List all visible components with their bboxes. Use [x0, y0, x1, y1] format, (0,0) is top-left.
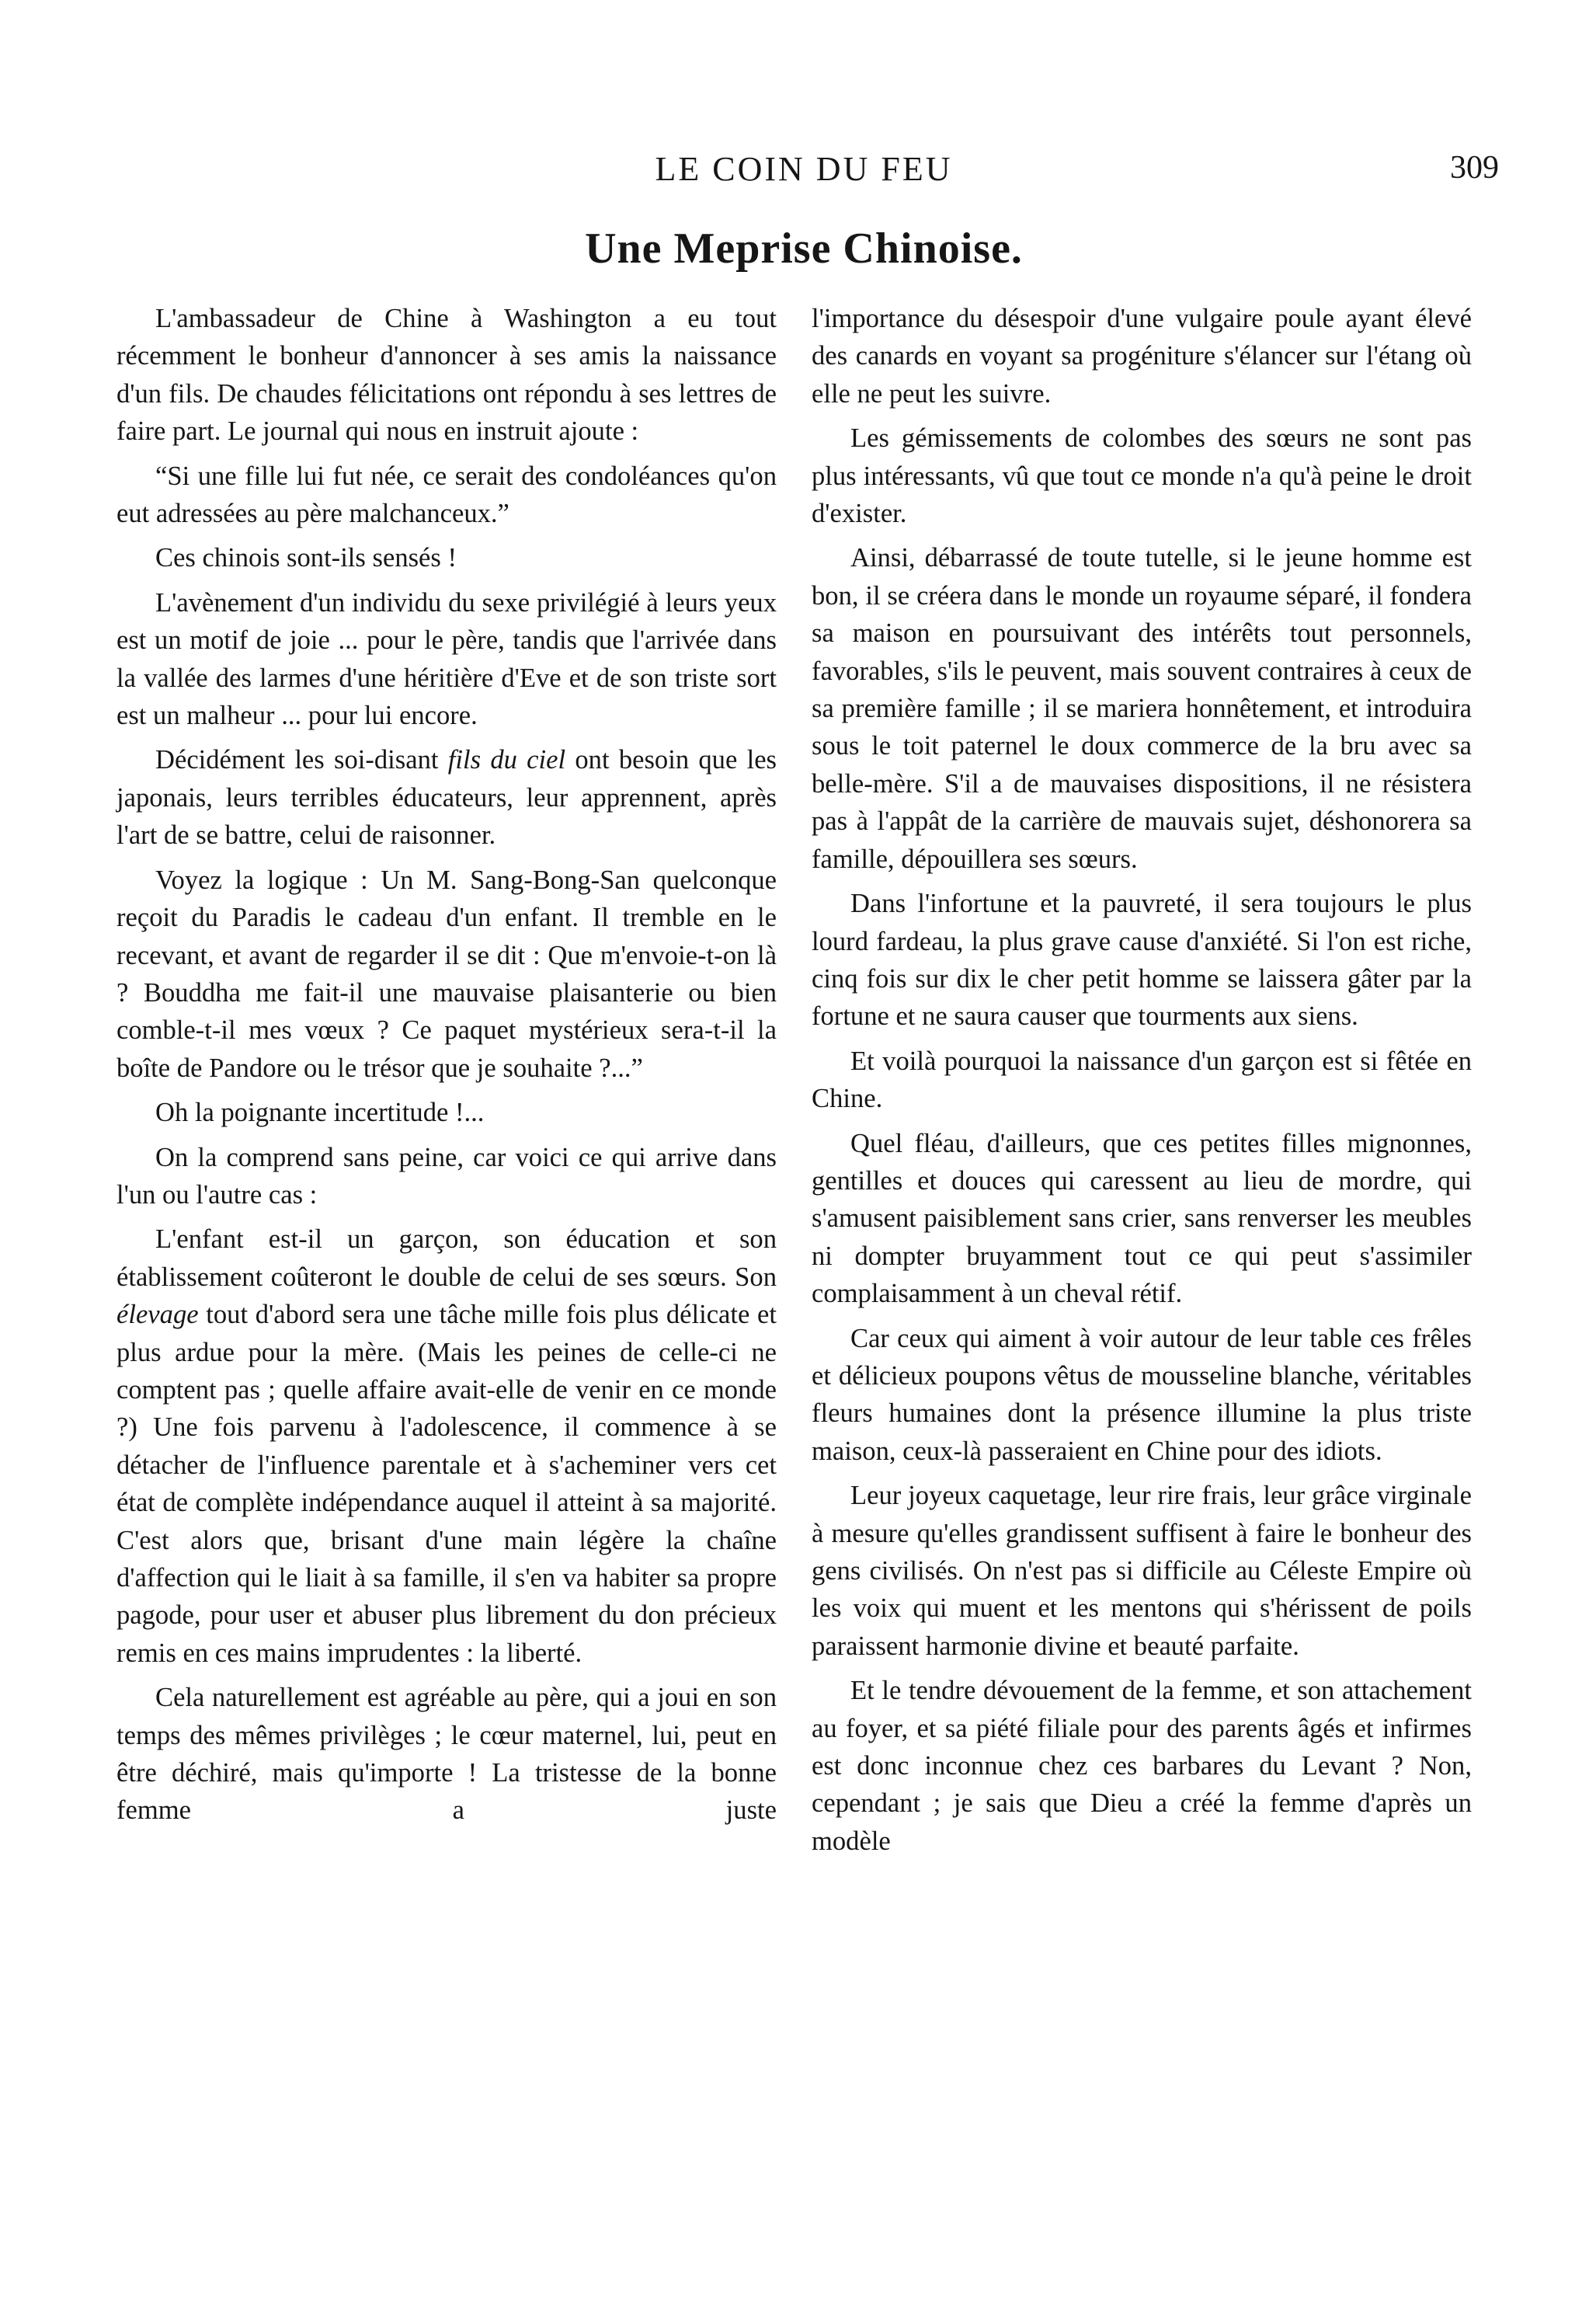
paragraph-text: Décidément les soi-disant	[155, 745, 448, 775]
paragraph: Oh la poignante incertitude !...	[155, 1098, 485, 1128]
paragraph: On la comprend sans peine, car voici ce qui arrive dans l'un ou l'autre cas :	[116, 1142, 777, 1210]
paragraph: Et voilà pourquoi la naissance d'un garçon est si fêtée en Chine.	[812, 1046, 1472, 1114]
article-title: Une Meprise Chinoise.	[585, 225, 1023, 273]
paragraph-text: ont besoin que les japonais, leurs terribles éducateurs, leur apprennent, après l'art de se battre, celui de raisonner.	[116, 745, 777, 851]
paragraph: L'avènement d'un individu du sexe privilégié à leurs yeux est un motif de joie ... pour le père, tandis que l'arrivée dans la vallée des larmes d'une héritière d'Eve et de son triste sort est un malheur ... pour lui encore.	[116, 587, 777, 731]
paragraph: Ainsi, débarrassé de toute tutelle, si le jeune homme est bon, il se créera dans le monde un royaume séparé, il fondera sa maison en poursuivant des intérêts tout personnels, favorables, s'ils le peuvent, mais souvent contraires à ceux de sa première famille ; il se mariera honnêtement, et introduira sous le toit paternel le doux commerce de la bru avec sa belle-mère. S'il a de mauvaises dispositions, il ne résistera pas à l'appât de la carrière de mauvais sujet, déshonorera sa famille, dépouillera ses sœurs.	[812, 543, 1472, 874]
right-column	[812, 300, 1472, 1867]
paragraph: Cela naturellement est agréable au père, qui a joui en son temps des mêmes privilèges ; le cœur maternel, lui, peut en être déchiré, mais qu'importe ! La tristesse de la bonne femme a juste	[116, 1683, 777, 1826]
paragraph: Voyez la logique : Un M. Sang-Bong-San quelconque reçoit du Paradis le cadeau d'un enfant. Il tremble en le recevant, et avant de regarder il se dit : Que m'envoie-t-on là ? Bouddha me fait-il une mauvaise plaisanterie ou bien comble-t-il mes vœux ? Ce paquet mystérieux sera-t-il la boîte de Pandore ou le trésor que je souhaite ?...”	[116, 865, 777, 1083]
page-header	[109, 149, 1499, 196]
paragraph-text: tout d'abord sera une tâche mille fois plus délicate et plus ardue pour la mère. (Mais les peines de celle-ci ne comptent pas ; quelle affaire avait-elle de venir en ce monde ?) Une fois parvenu à l'adolescence, il commence à se détacher de l'influence parentale et à s'acheminer vers cet état de complète indépendance auquel il atteint à sa majorité. C'est alors que, brisant d'une main légère la chaîne d'affection qui le liait à sa famille, il s'en va habiter sa propre pagode, pour user et abuser plus librement du don précieux remis en ces mains imprudentes : la liberté.	[116, 1300, 777, 1668]
paragraph: Et le tendre dévouement de la femme, et son attachement au foyer, et sa piété filiale pour des parents âgés et infirmes est donc inconnue chez ces barbares du Levant ? Non, cependant ; je sais que Dieu a créé la femme d'après un modèle	[812, 1676, 1472, 1856]
paragraph: Car ceux qui aiment à voir autour de leur table ces frêles et délicieux poupons vêtus de mousseline blanche, véritables fleurs humaines dont la présence illumine la plus triste maison, ceux-là passeraient en Chine pour des idiots.	[812, 1323, 1472, 1466]
running-title: LE COIN DU FEU	[655, 150, 953, 188]
paragraph: “Si une fille lui fut née, ce serait des condoléances qu'on eut adressées au père malchanceux.”	[116, 461, 777, 529]
paragraph: Les gémissements de colombes des sœurs ne sont pas plus intéressants, vû que tout ce monde n'a qu'à peine le droit d'exister.	[812, 423, 1472, 529]
paragraph: L'ambassadeur de Chine à Washington a eu tout récemment le bonheur d'annoncer à ses amis la naissance d'un fils. De chaudes félicitations ont répondu à ses lettres de faire part. Le journal qui nous en instruit ajoute :	[116, 304, 777, 447]
paragraph	[116, 741, 777, 854]
paragraph: Ces chinois sont-ils sensés !	[155, 543, 457, 573]
paragraph: l'importance du désespoir d'une vulgaire poule ayant élevé des canards en voyant sa progéniture s'élancer sur l'étang où elle ne peut les suivre.	[812, 304, 1472, 409]
emphasis: élevage	[116, 1300, 199, 1330]
page-number: 309	[1450, 150, 1499, 186]
emphasis: fils du ciel	[447, 745, 566, 775]
paragraph	[116, 1220, 777, 1672]
paragraph: Dans l'infortune et la pauvreté, il sera toujours le plus lourd fardeau, la plus grave cause d'anxiété. Si l'on est riche, cinq fois sur dix le cher petit homme se laissera gâter par la fortune et ne saura causer que tourments aux siens.	[812, 889, 1472, 1032]
paragraph: Quel fléau, d'ailleurs, que ces petites filles mignonnes, gentilles et douces qui caressent au lieu de mordre, qui s'amusent paisiblement sans crier, sans renverser les meubles ni dompter bruyamment tout ce qui peut s'assimiler complaisamment à un cheval rétif.	[812, 1128, 1472, 1309]
paragraph: Leur joyeux caquetage, leur rire frais, leur grâce virginale à mesure qu'elles grandissent suffisent à faire le bonheur des gens civilisés. On n'est pas si difficile au Céleste Empire où les voix qui muent et les mentons qui s'hérissent de poils paraissent harmonie divine et beauté parfaite.	[812, 1481, 1472, 1661]
paragraph-text: L'enfant est-il un garçon, son éducation et son établissement coûteront le double de celui de ses sœurs. Son	[116, 1224, 777, 1292]
left-column	[116, 300, 777, 1837]
